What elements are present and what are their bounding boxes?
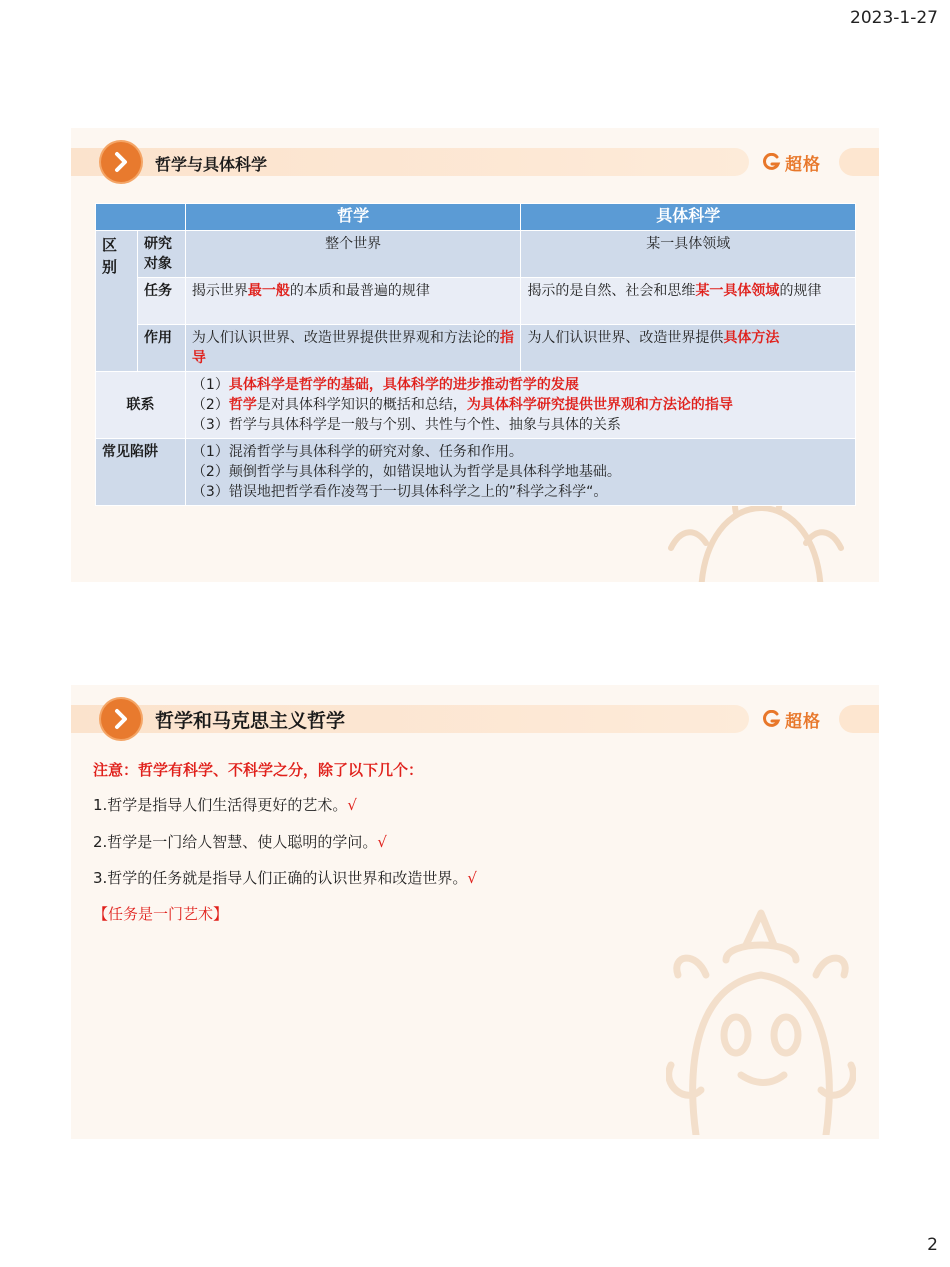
logo-g-icon xyxy=(763,153,781,171)
table-row xyxy=(96,372,856,439)
chevron-right-icon xyxy=(101,142,141,182)
slide-title: 哲学与具体科学 xyxy=(155,155,268,174)
slide-title: 哲学和马克思主义哲学 xyxy=(155,710,346,732)
check-mark: √ xyxy=(377,833,387,851)
footnote: 【任务是一门艺术】 xyxy=(93,905,229,923)
row-label: 任务 xyxy=(137,278,185,325)
header-philosophy: 哲学 xyxy=(185,204,521,231)
header-science: 具体科学 xyxy=(521,204,856,231)
pitfall-line: （3）错误地把哲学看作凌驾于一切具体科学之上的”科学之科学“。 xyxy=(191,484,608,500)
brand-logo xyxy=(763,148,821,176)
chevron-right-icon xyxy=(101,699,141,739)
check-mark: √ xyxy=(347,796,357,814)
pitfalls-label: 常见陷阱 xyxy=(96,439,186,506)
page-number: 2 xyxy=(927,1235,938,1255)
relation-line-1: （1）具体科学是哲学的基础，具体科学的进步推动哲学的发展 xyxy=(191,377,579,393)
logo-text: 超格 xyxy=(785,154,821,175)
pitfall-line: （2）颠倒哲学与具体科学的，如错误地认为哲学是具体科学地基础。 xyxy=(191,464,621,480)
pitfalls-content xyxy=(185,439,855,506)
table-row xyxy=(96,231,856,278)
cell-philosophy: 揭示世界最一般的本质和最普遍的规律 xyxy=(185,278,521,325)
cell-science: 为人们认识世界、改造世界提供具体方法 xyxy=(521,325,856,372)
table-row xyxy=(96,439,856,506)
list-item: 1.哲学是指导人们生活得更好的艺术。√ xyxy=(93,796,357,814)
cell-science: 某一具体领域 xyxy=(521,231,856,278)
logo-g-icon xyxy=(763,710,781,728)
row-label: 作用 xyxy=(137,325,185,372)
title-bar-cap xyxy=(839,148,879,176)
unicorn-mascot-watermark xyxy=(666,905,856,1135)
header-blank xyxy=(96,204,186,231)
check-mark: √ xyxy=(467,869,477,887)
relation-line-2: （2）哲学是对具体科学知识的概括和总结，为具体科学研究提供世界观和方法论的指导 xyxy=(191,397,733,413)
table-row xyxy=(96,325,856,372)
pitfall-line: （1）混淆哲学与具体科学的研究对象、任务和作用。 xyxy=(191,444,523,460)
comparison-table xyxy=(95,203,856,506)
slide-philosophy-vs-science xyxy=(71,128,879,582)
title-bar-cap xyxy=(839,705,879,733)
difference-label: 区别 xyxy=(96,231,138,372)
table-row xyxy=(96,278,856,325)
relation-label: 联系 xyxy=(96,372,186,439)
relation-line-3: （3）哲学与具体科学是一般与个别、共性与个性、抽象与具体的关系 xyxy=(191,417,621,433)
slide-marxist-philosophy xyxy=(71,685,879,1139)
cell-philosophy: 为人们认识世界、改造世界提供世界观和方法论的指导 xyxy=(185,325,521,372)
relation-content xyxy=(185,372,855,439)
list-item: 3.哲学的任务就是指导人们正确的认识世界和改造世界。√ xyxy=(93,869,477,887)
cell-philosophy: 整个世界 xyxy=(185,231,521,278)
page-date: 2023-1-27 xyxy=(850,8,938,28)
note-heading: 注意：哲学有科学、不科学之分，除了以下几个： xyxy=(93,761,424,779)
row-label: 研究对象 xyxy=(137,231,185,278)
cell-science: 揭示的是自然、社会和思维某一具体领域的规律 xyxy=(521,278,856,325)
list-item: 2.哲学是一门给人智慧、使人聪明的学问。√ xyxy=(93,833,387,851)
brand-logo xyxy=(763,705,821,733)
logo-text: 超格 xyxy=(785,711,821,732)
table-header-row xyxy=(96,204,856,231)
